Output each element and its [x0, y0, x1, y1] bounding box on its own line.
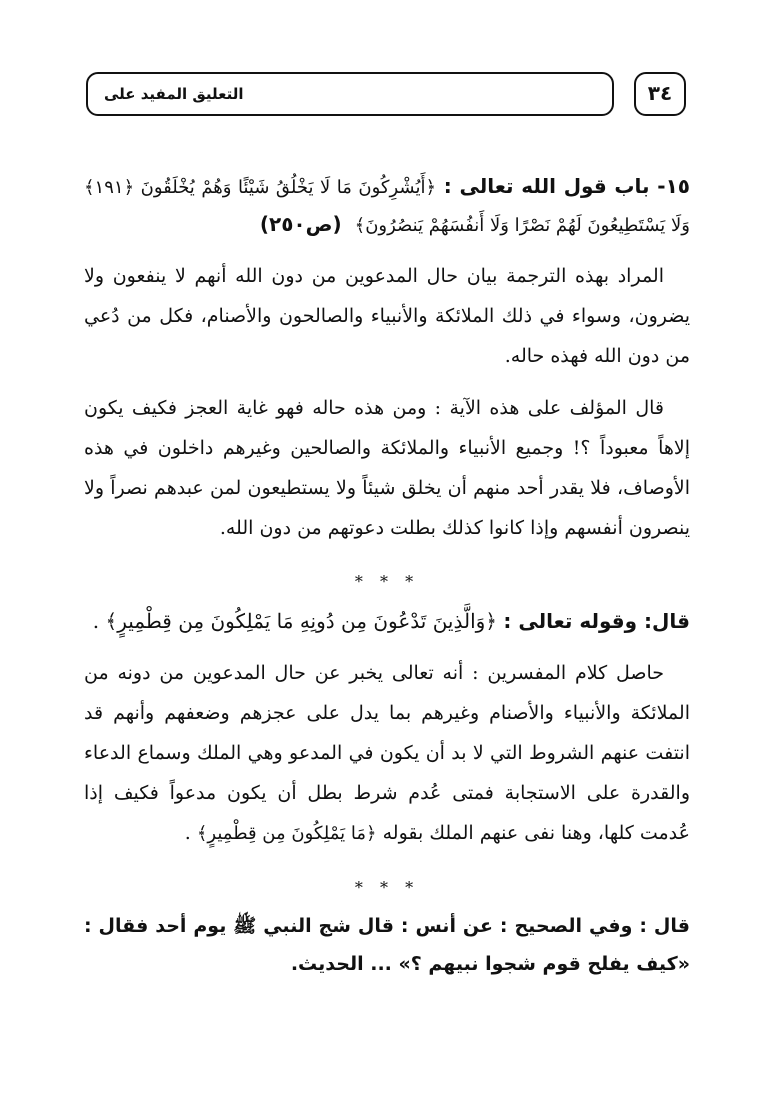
page-header [86, 72, 686, 118]
page-number-box [634, 72, 686, 116]
paragraph-3-verse: ﴿مَا يَمْلِكُونَ مِن قِطْمِيرٍ﴾ [196, 823, 377, 844]
hadith-paragraph: قال : وفي الصحيح : عن أنس : قال شج النبي ﷺ يوم أحد فقال : «كيف يفلح قوم شجوا نبيهم ؟» ... الحديث. [84, 915, 690, 975]
section-2-heading [84, 601, 690, 641]
section-2-verse-end: . [92, 609, 100, 633]
paragraph-3-end: . [184, 822, 191, 844]
section-2-verse: ﴿وَالَّذِينَ تَدْعُونَ مِن دُونِهِ مَا يَمْلِكُونَ مِن قِطْمِيرٍ﴾ [105, 609, 498, 633]
separator-2: * * * [354, 878, 420, 897]
page-body [84, 168, 690, 983]
chapter-heading-reference: (ص٢٥٠) [259, 212, 342, 236]
paragraph-2: قال المؤلف على هذه الآية : ومن هذه حاله فهو غاية العجز فكيف يكون إلاهاً معبوداً ؟! وجميع الأنبياء والملائكة والصالحين وغيرهم داخلون في هذه الأوصاف، فلا يقدر أحد منهم أن يخلق شيئاً ولا يستطيعون لمن عبدهم نصراً ولا ينصرون أنفسهم وإذا كانوا كذلك بطلت دعوتهم من دون الله. [84, 397, 690, 539]
section-2-lead: قال: وقوله تعالى : [503, 609, 690, 633]
page-number: ٣٤ [647, 81, 673, 105]
chapter-heading-verse: ﴿أَيُشْرِكُونَ مَا لَا يَخْلُقُ شَيْئًا وَهُمْ يُخْلَقُونَ ﴿١٩١﴾ وَلَا يَسْتَطِيعُونَ لَهُمْ نَصْرًا وَلَا أَنفُسَهُمْ يَنصُرُونَ﴾ [84, 177, 690, 236]
chapter-heading-label: ١٥- باب قول الله تعالى : [443, 174, 691, 198]
running-title: التعليق المفيد على [104, 85, 244, 103]
running-title-box [86, 72, 614, 116]
chapter-heading [84, 168, 690, 244]
separator-1: * * * [354, 572, 420, 591]
paragraph-3-text: حاصل كلام المفسرين : أنه تعالى يخبر عن حال المدعوين من دونه من الملائكة والأنبياء والأصنام وغيرهم بما يدل على عجزهم وضعفهم وأنهم قد انتفت عنهم الشروط التي لا بد أن يكون في المدعو وهي الملك وسماع الدعاء والقدرة على الاستجابة فمتى عُدم شرط بطل أن يكون مدعواً فكيف إذا عُدمت كلها، وهنا نفى عنهم الملك بقوله [84, 662, 690, 844]
paragraph-1: المراد بهذه الترجمة بيان حال المدعوين من دون الله أنهم لا ينفعون ولا يضرون، وسواء في ذلك الملائكة والأنبياء والصالحون والأصنام، فكل من دُعي من دون الله فهذه حاله. [84, 265, 690, 367]
paragraph-3 [84, 653, 690, 854]
